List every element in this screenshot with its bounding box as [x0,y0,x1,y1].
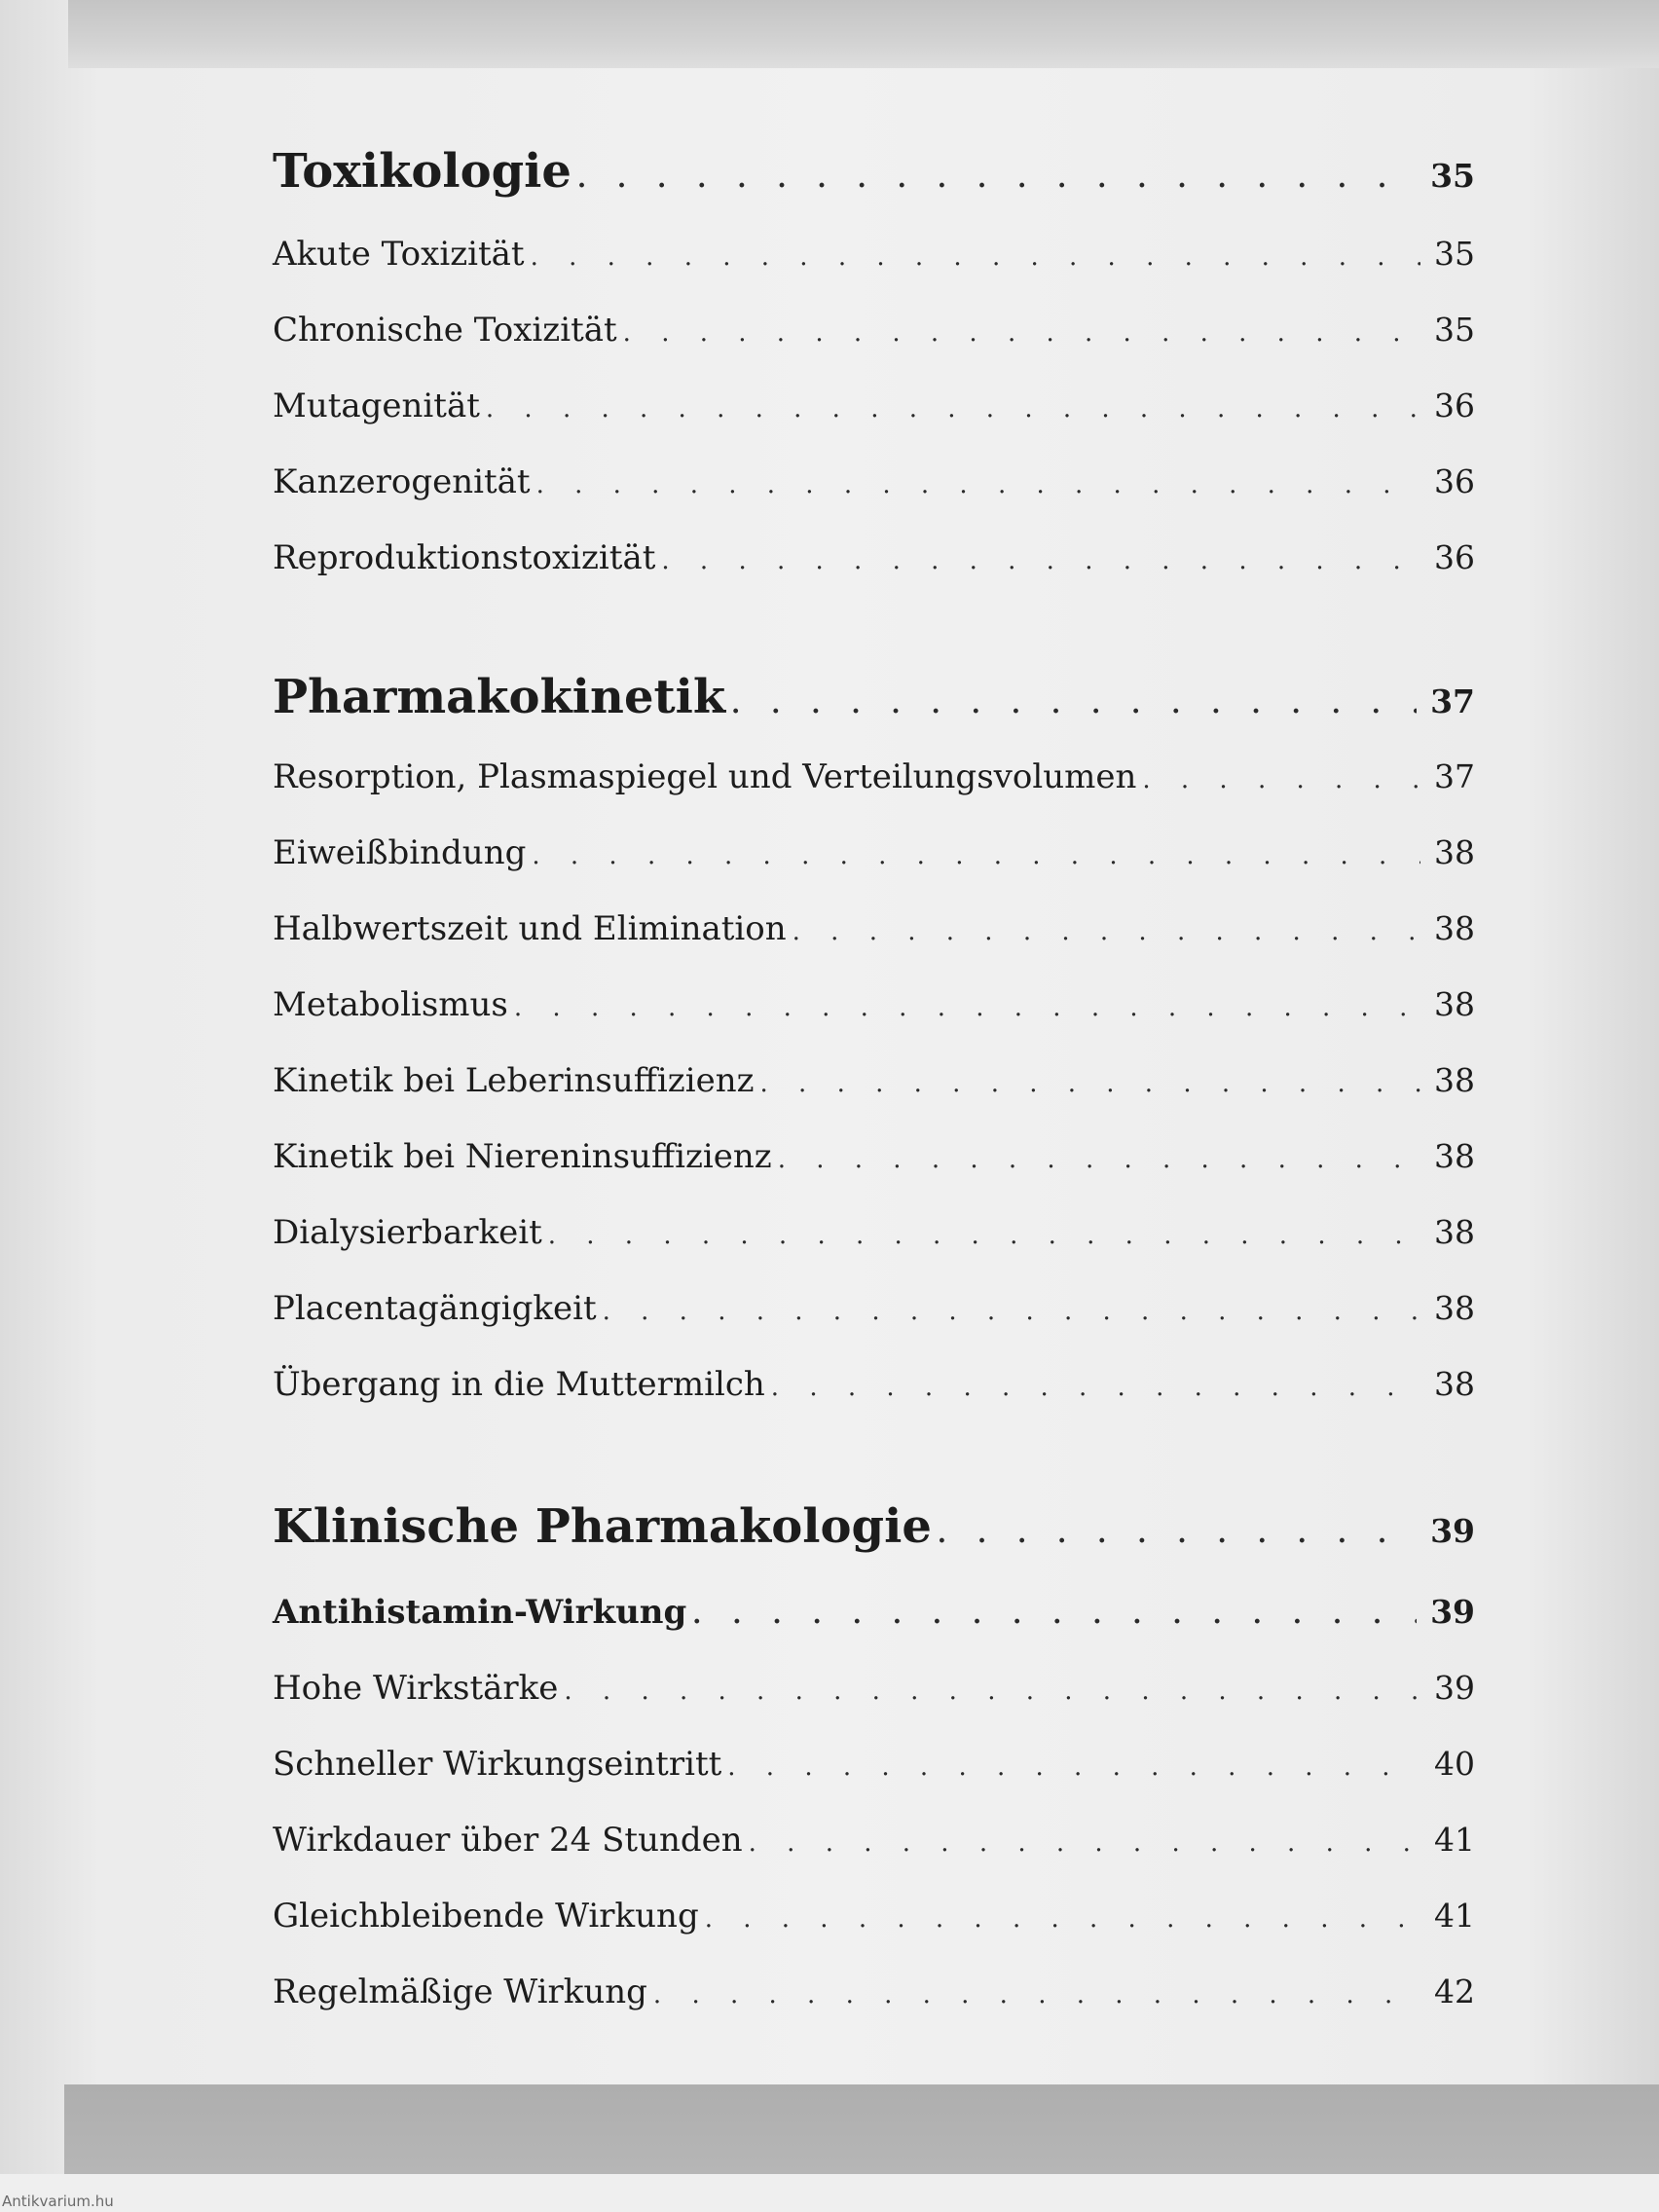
toc-entry [273,909,1475,948]
dot-leader [793,917,1420,946]
dot-leader [623,318,1420,348]
entry-label: Regelmäßige Wirkung [273,1972,647,2011]
entry-label: Wirkdauer über 24 Stunden [273,1821,743,1860]
page-number: 36 [1434,538,1475,576]
toc-entry [273,1897,1475,1936]
page-number: 37 [1430,682,1475,720]
entry-label: Schneller Wirkungseintritt [273,1745,722,1784]
page-number: 38 [1434,1061,1475,1099]
page-number: 39 [1430,1512,1475,1550]
page-number: 38 [1434,833,1475,871]
entry-label: Placentagängigkeit [273,1289,597,1328]
page-number: 36 [1434,387,1475,424]
section-title: Toxikologie [273,144,571,199]
dot-leader [727,1752,1420,1782]
page-number: 36 [1434,462,1475,500]
entry-label: Mutagenität [273,387,480,425]
page-number: 35 [1434,311,1475,349]
toc-entry [273,1365,1475,1404]
dot-leader [771,1373,1420,1402]
dot-leader [778,1145,1420,1174]
dot-leader [661,546,1420,575]
entry-label: Kinetik bei Niereninsuffizienz [273,1137,772,1176]
dot-leader [938,1520,1417,1549]
page-edge [0,2174,1659,2212]
toc-entry [273,311,1475,350]
dot-leader [705,1904,1420,1934]
dot-leader [603,1297,1420,1326]
dot-leader [564,1677,1420,1706]
dot-leader [749,1828,1420,1858]
toc-section-pharmakokinetik [273,670,1475,724]
entry-label: Kinetik bei Leberinsuffizienz [273,1061,755,1100]
watermark: Antikvarium.hu [2,2193,114,2210]
toc-entry [273,1061,1475,1100]
toc-entry [273,1213,1475,1252]
entry-label: Übergang in die Muttermilch [273,1365,765,1404]
footer-band [64,2084,1659,2174]
page-number: 39 [1430,1593,1475,1631]
entry-label: Metabolismus [273,985,508,1024]
subheading-label: Antihistamin-Wirkung [273,1593,687,1632]
toc-section-toxikologie [273,144,1475,199]
toc-entry [273,462,1475,501]
entry-label: Hohe Wirkstärke [273,1669,559,1708]
dot-leader [692,1601,1417,1630]
dot-leader [653,1980,1420,2009]
toc-entry [273,757,1475,796]
dot-leader [536,470,1420,499]
entry-label: Kanzerogenität [273,462,531,501]
page-number: 38 [1434,1213,1475,1251]
entry-label: Resorption, Plasmaspiegel und Verteilungsvolumen [273,757,1137,796]
toc-subheading [273,1593,1475,1632]
page-number: 41 [1434,1897,1475,1935]
section-title: Pharmakokinetik [273,670,726,724]
toc-entry [273,985,1475,1024]
entry-label: Chronische Toxizität [273,311,617,350]
dot-leader [760,1069,1420,1098]
toc-entry [273,235,1475,274]
page-number: 37 [1434,757,1475,795]
dot-leader [731,690,1417,719]
toc-entry [273,833,1475,872]
page-number: 38 [1434,1137,1475,1175]
toc-entry [273,1745,1475,1784]
entry-label: Eiweißbindung [273,833,527,872]
toc-entry [273,387,1475,425]
entry-label: Dialysierbarkeit [273,1213,542,1252]
toc-entry [273,1972,1475,2011]
page-number: 38 [1434,1365,1475,1403]
dot-leader [577,165,1417,194]
toc-entry [273,1137,1475,1176]
page-number: 38 [1434,909,1475,947]
toc-section-klinische-pharmakologie [273,1499,1475,1554]
page-number: 41 [1434,1821,1475,1859]
dot-leader [514,993,1420,1022]
section-title: Klinische Pharmakologie [273,1499,932,1554]
dot-leader [1142,765,1420,794]
page-number: 39 [1434,1669,1475,1707]
dot-leader [531,242,1420,272]
header-band [68,0,1659,68]
toc-entry [273,538,1475,577]
toc-entry [273,1289,1475,1328]
dot-leader [486,394,1420,424]
page-number: 35 [1434,235,1475,273]
toc-entry [273,1821,1475,1860]
dot-leader [532,841,1420,870]
dot-leader [548,1221,1420,1250]
page-number: 35 [1430,157,1475,195]
page-number: 38 [1434,985,1475,1023]
toc-entry [273,1669,1475,1708]
entry-label: Akute Toxizität [273,235,525,274]
page-number: 38 [1434,1289,1475,1327]
entry-label: Reproduktionstoxizität [273,538,656,577]
entry-label: Halbwertszeit und Elimination [273,909,787,948]
entry-label: Gleichbleibende Wirkung [273,1897,699,1936]
page-number: 42 [1434,1972,1475,2010]
page-number: 40 [1434,1745,1475,1783]
